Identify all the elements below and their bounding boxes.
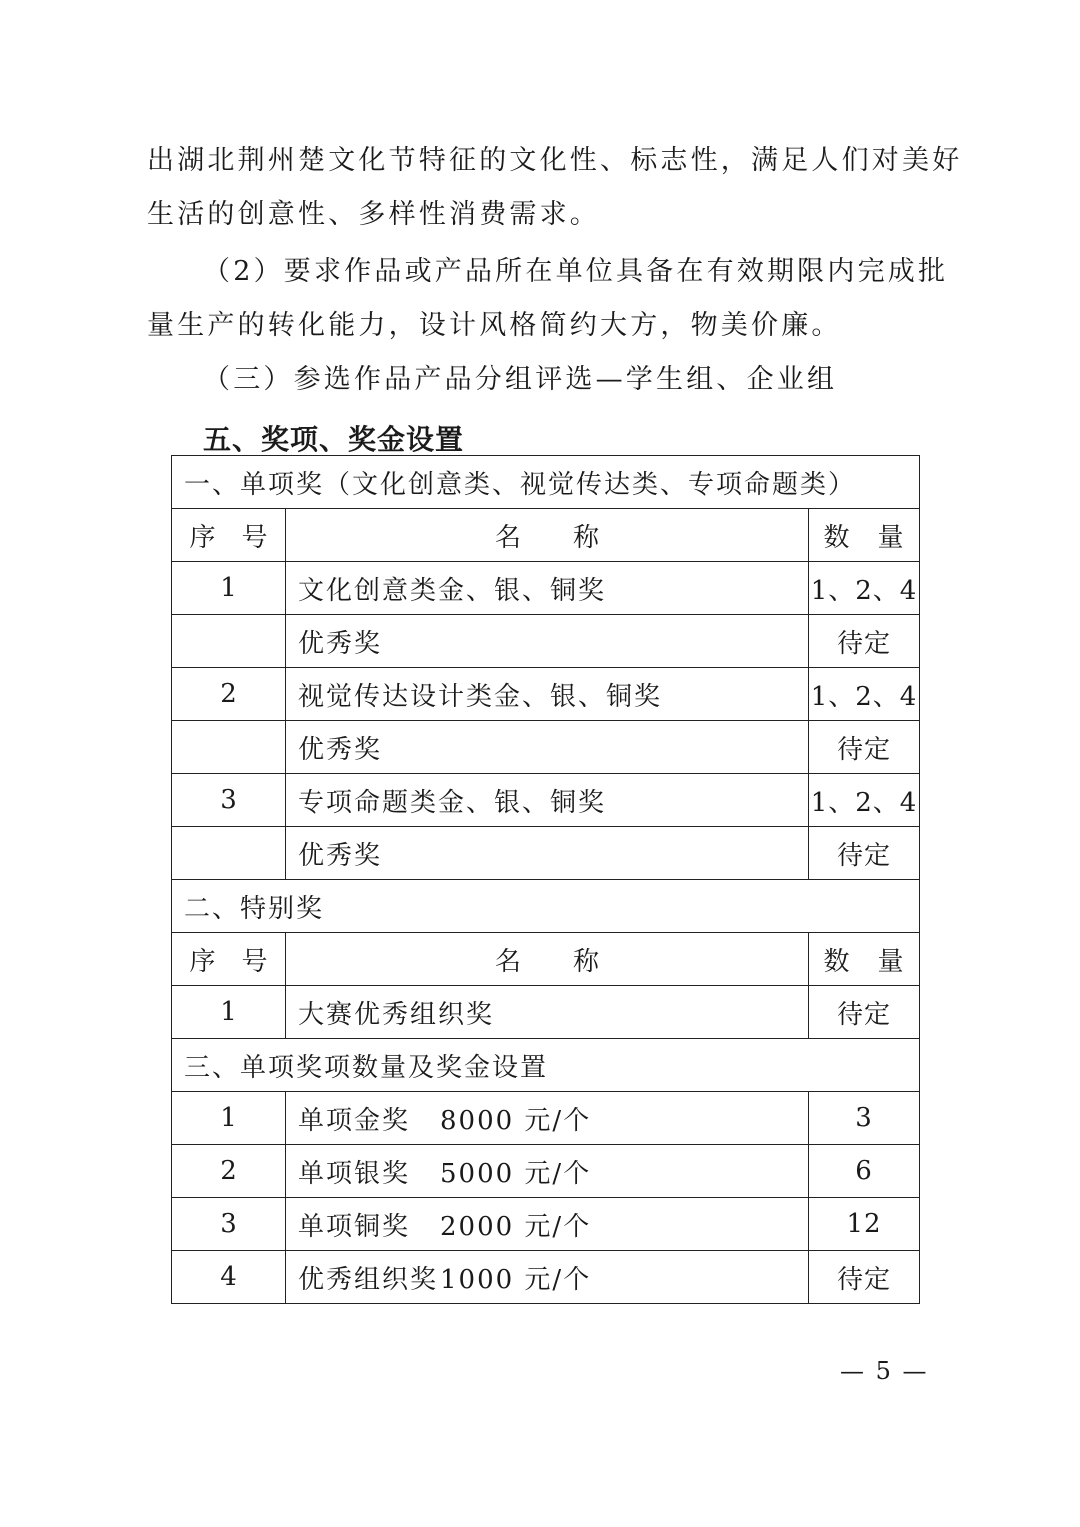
header-seq: 序 号 bbox=[172, 933, 286, 986]
table-row bbox=[172, 562, 920, 615]
page-number: — 5 — bbox=[840, 1357, 929, 1385]
paragraph-line-1: 出湖北荆州楚文化节特征的文化性、标志性，满足人们对美好 bbox=[147, 145, 963, 176]
table-row bbox=[172, 615, 920, 668]
prize-name: 优秀组织奖 bbox=[298, 1264, 439, 1295]
row-qty: 待定 bbox=[809, 986, 920, 1039]
prize-name: 单项银奖 bbox=[298, 1158, 411, 1189]
row-name: 优秀奖 bbox=[286, 721, 809, 774]
row-name-amount bbox=[286, 1198, 809, 1251]
row-seq: 1 bbox=[172, 1092, 286, 1145]
row-seq bbox=[172, 827, 286, 880]
table-row bbox=[172, 1251, 920, 1304]
table-row bbox=[172, 668, 920, 721]
table-row bbox=[172, 1145, 920, 1198]
row-seq: 2 bbox=[172, 1145, 286, 1198]
table-row bbox=[172, 1092, 920, 1145]
table-section-title-row bbox=[172, 456, 920, 509]
table-row bbox=[172, 986, 920, 1039]
prize-name: 单项铜奖 bbox=[298, 1211, 411, 1242]
table-section-title-row bbox=[172, 880, 920, 933]
header-seq: 序 号 bbox=[172, 509, 286, 562]
row-name-amount bbox=[286, 1092, 809, 1145]
row-qty: 待定 bbox=[809, 615, 920, 668]
header-name: 名 称 bbox=[286, 933, 809, 986]
prize-amount: 2000 元/个 bbox=[440, 1211, 592, 1242]
row-name: 视觉传达设计类金、银、铜奖 bbox=[286, 668, 809, 721]
row-qty: 待定 bbox=[809, 721, 920, 774]
row-seq: 4 bbox=[172, 1251, 286, 1304]
row-seq: 1 bbox=[172, 986, 286, 1039]
prize-amount: 1000 元/个 bbox=[440, 1264, 592, 1295]
table-row bbox=[172, 774, 920, 827]
row-qty: 待定 bbox=[809, 827, 920, 880]
row-seq bbox=[172, 615, 286, 668]
row-qty: 1、2、4 bbox=[809, 668, 920, 721]
table-row bbox=[172, 1198, 920, 1251]
table-header-row bbox=[172, 933, 920, 986]
row-seq: 2 bbox=[172, 668, 286, 721]
prize-name: 单项金奖 bbox=[298, 1105, 411, 1136]
row-seq: 3 bbox=[172, 1198, 286, 1251]
header-qty: 数 量 bbox=[809, 933, 920, 986]
table-section-title-row bbox=[172, 1039, 920, 1092]
section-heading: 五、奖项、奖金设置 bbox=[203, 423, 465, 456]
row-name: 大赛优秀组织奖 bbox=[286, 986, 809, 1039]
table-row bbox=[172, 721, 920, 774]
row-seq: 3 bbox=[172, 774, 286, 827]
section2-title: 二、特别奖 bbox=[172, 880, 920, 933]
row-name-amount bbox=[286, 1145, 809, 1198]
row-seq bbox=[172, 721, 286, 774]
paragraph-line-3: （2）要求作品或产品所在单位具备在有效期限内完成批 bbox=[203, 256, 949, 287]
header-qty: 数 量 bbox=[809, 509, 920, 562]
row-qty: 3 bbox=[809, 1092, 920, 1145]
table-row bbox=[172, 827, 920, 880]
section1-title: 一、单项奖（文化创意类、视觉传达类、专项命题类） bbox=[172, 456, 920, 509]
awards-table bbox=[171, 455, 920, 1304]
row-qty: 6 bbox=[809, 1145, 920, 1198]
prize-amount: 8000 元/个 bbox=[440, 1105, 592, 1136]
row-name-amount bbox=[286, 1251, 809, 1304]
row-name: 优秀奖 bbox=[286, 827, 809, 880]
prize-amount: 5000 元/个 bbox=[440, 1158, 592, 1189]
row-name: 文化创意类金、银、铜奖 bbox=[286, 562, 809, 615]
row-seq: 1 bbox=[172, 562, 286, 615]
row-name: 优秀奖 bbox=[286, 615, 809, 668]
row-qty: 待定 bbox=[809, 1251, 920, 1304]
paragraph-line-5: （三）参选作品产品分组评选—学生组、企业组 bbox=[203, 364, 838, 395]
row-name: 专项命题类金、银、铜奖 bbox=[286, 774, 809, 827]
header-name: 名 称 bbox=[286, 509, 809, 562]
row-qty: 1、2、4 bbox=[809, 562, 920, 615]
section3-title: 三、单项奖项数量及奖金设置 bbox=[172, 1039, 920, 1092]
row-qty: 1、2、4 bbox=[809, 774, 920, 827]
row-qty: 12 bbox=[809, 1198, 920, 1251]
paragraph-line-4: 量生产的转化能力，设计风格简约大方，物美价廉。 bbox=[147, 310, 842, 341]
table-header-row bbox=[172, 509, 920, 562]
paragraph-line-2: 生活的创意性、多样性消费需求。 bbox=[147, 199, 600, 230]
